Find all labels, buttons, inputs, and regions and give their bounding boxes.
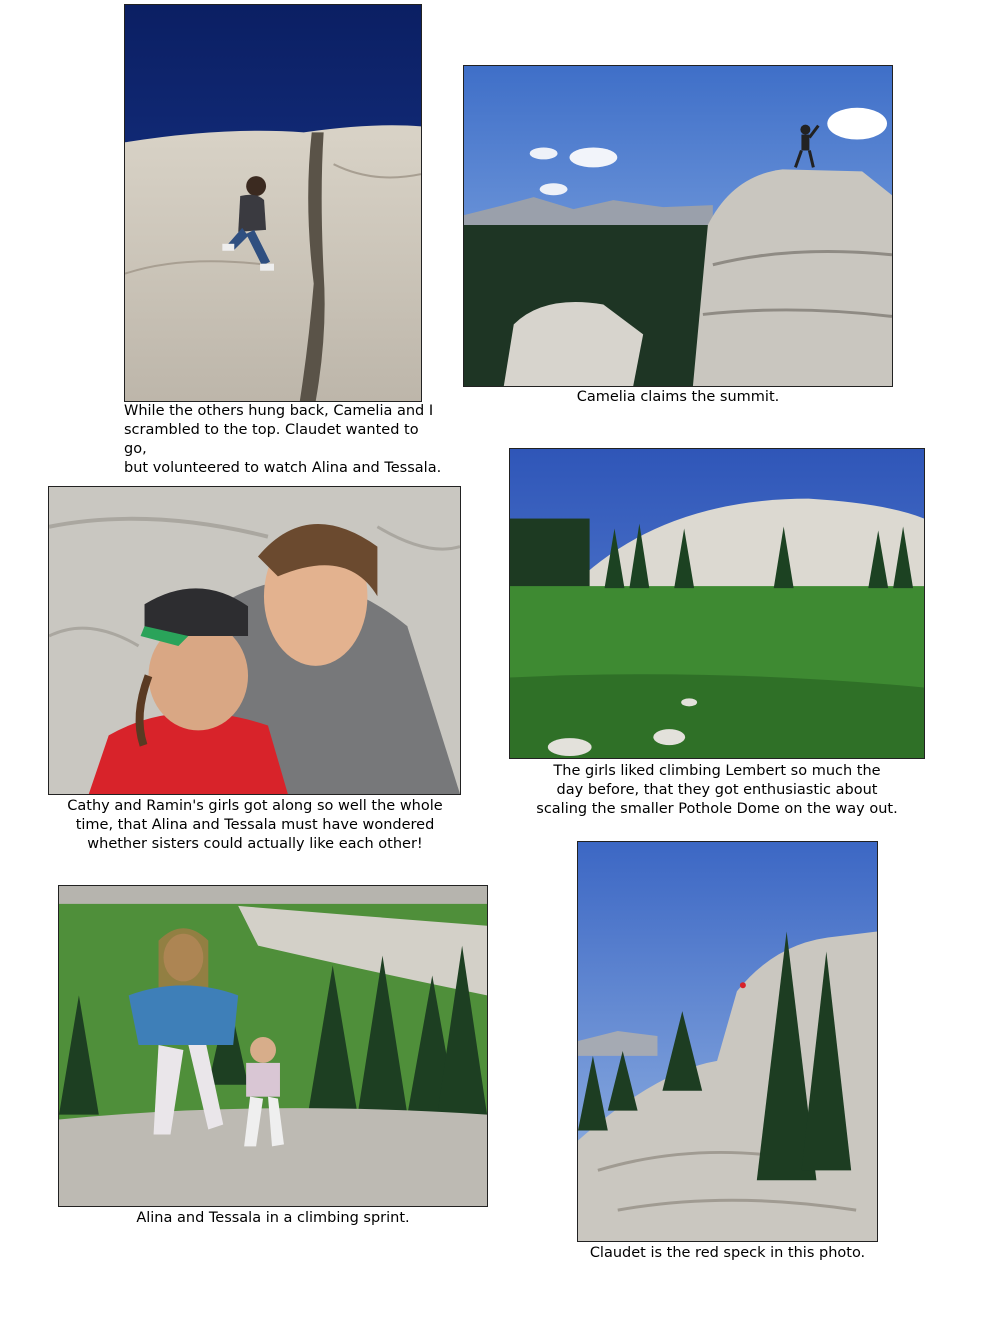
girls-hug-image (49, 487, 460, 794)
crack-climb-image (125, 5, 421, 401)
caption-girls-hug: Cathy and Ramin's girls got along so well the whole time, that Alina and Tessala must have wondered whether sisters could actually like each other! (67, 798, 443, 852)
photo-summit (463, 65, 893, 387)
red-speck-figure (740, 982, 746, 988)
caption-summit: Camelia claims the summit. (576, 389, 780, 405)
summit-image (464, 66, 892, 386)
caption-climbing-sprint: Alina and Tessala in a climbing sprint. (136, 1210, 410, 1226)
caption-dome-meadow: The girls liked climbing Lembert so much the day before, that they got enthusiastic about scaling the smaller Pothole Dome on the way out. (536, 763, 898, 817)
photo-girls-hug (48, 486, 461, 795)
photo-climbing-sprint (58, 885, 488, 1207)
caption-crack-climb: While the others hung back, Camelia and I scrambled to the top. Claudet wanted to go, but volunteered to watch Alina and Tessala. (124, 403, 442, 476)
photo-crack-climb (124, 4, 422, 402)
dome-meadow-image (510, 449, 924, 758)
climbing-sprint-image (59, 886, 487, 1206)
red-speck-image (578, 842, 877, 1241)
caption-red-speck: Claudet is the red speck in this photo. (589, 1245, 866, 1261)
photo-dome-meadow (509, 448, 925, 759)
photo-red-speck (577, 841, 878, 1242)
